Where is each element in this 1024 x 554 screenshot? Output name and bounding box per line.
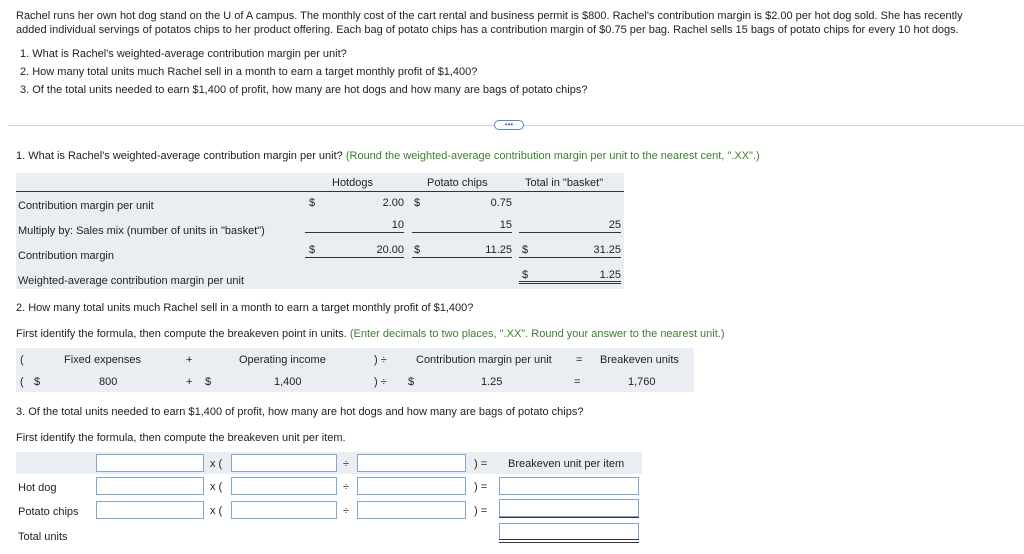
formula-term1-input[interactable] xyxy=(96,454,204,472)
wa-dollar: $ xyxy=(522,269,529,281)
value-fixed-expenses: 800 xyxy=(99,376,118,388)
part2-hint: (Enter decimals to two places, ".XX". Round your answer to the nearest unit.) xyxy=(349,328,725,340)
row-weighted-average-label: Weighted-average contribution margin per unit xyxy=(18,275,245,287)
part3-instruction: First identify the formula, then compute the breakeven unit per item. xyxy=(16,432,346,444)
value-op-dollar: $ xyxy=(205,376,212,388)
col-header-potato-chips: Potato chips xyxy=(427,177,488,189)
formula-term2-input[interactable] xyxy=(231,454,337,472)
chips-term1-input[interactable] xyxy=(96,501,204,519)
question-list-3: 3. Of the total units needed to earn $1,400 of profit, how many are hot dogs and how many are bags of potato chips? xyxy=(20,84,588,96)
value-fixed-dollar: $ xyxy=(34,376,41,388)
hotdog-term3-input[interactable] xyxy=(357,477,466,495)
hotdog-term1-input[interactable] xyxy=(96,477,204,495)
breakeven-unit-per-item-header: Breakeven unit per item xyxy=(508,458,625,470)
part3-question: 3. Of the total units needed to earn $1,400 of profit, how many are hot dogs and how many are bags of potato chips? xyxy=(16,406,584,418)
hotdog-divide: ÷ xyxy=(343,481,350,493)
chips-times: x ( xyxy=(210,505,223,517)
question-list-1: 1. What is Rachel's weighted-average contribution margin per unit? xyxy=(20,48,347,60)
value-cm-dollar: $ xyxy=(408,376,415,388)
value-plus: + xyxy=(186,376,193,388)
part1-question-text: 1. What is Rachel's weighted-average contribution margin per unit? xyxy=(16,150,343,162)
part1-question xyxy=(16,150,760,162)
formula-fixed-expenses: Fixed expenses xyxy=(64,354,142,366)
part2-instruction: First identify the formula, then compute the breakeven point in units. xyxy=(16,328,347,340)
chips-divide: ÷ xyxy=(343,505,350,517)
chips-result-input[interactable] xyxy=(499,499,639,517)
wa-value: 1.25 xyxy=(599,269,621,281)
hotdog-term2-input[interactable] xyxy=(231,477,337,495)
cmt-hotdog-dollar: $ xyxy=(309,244,316,256)
formula-close-equals: ) = xyxy=(474,458,488,470)
cmt-total-value: 31.25 xyxy=(593,244,621,256)
intro-line-1: Rachel runs her own hot dog stand on the U of A campus. The monthly cost of the cart rental and business permit is $800. Rachel's contribution margin is $2.00 per hot dog sold. She has recently xyxy=(16,10,963,22)
col-header-total-basket: Total in "basket" xyxy=(525,177,604,189)
cmt-hotdog-value: 20.00 xyxy=(376,244,404,256)
cmt-total-dollar: $ xyxy=(522,244,529,256)
chips-term2-input[interactable] xyxy=(231,501,337,519)
cmt-chips-dollar: $ xyxy=(414,244,421,256)
formula-divide: ÷ xyxy=(343,458,350,470)
formula-plus: + xyxy=(186,354,193,366)
formula-breakeven-units: Breakeven units xyxy=(600,354,679,366)
row-label-hot-dog: Hot dog xyxy=(18,482,57,494)
formula-contribution-margin: Contribution margin per unit xyxy=(416,354,552,366)
row-sales-mix-label: Multiply by: Sales mix (number of units in "basket") xyxy=(18,225,265,237)
formula-close-divide: ) ÷ xyxy=(374,354,387,366)
cm-hotdog-dollar: $ xyxy=(309,197,316,209)
formula-equals: = xyxy=(576,354,583,366)
formula-open-paren: ( xyxy=(20,354,24,366)
cm-hotdog-value: 2.00 xyxy=(382,197,404,209)
mix-chips-value: 15 xyxy=(412,219,512,233)
total-units-result-input[interactable] xyxy=(499,523,639,540)
value-contribution-margin: 1.25 xyxy=(481,376,503,388)
formula-operating-income: Operating income xyxy=(239,354,326,366)
value-close-divide: ) ÷ xyxy=(374,376,387,388)
chips-close-equals: ) = xyxy=(474,505,488,517)
row-label-total-units: Total units xyxy=(18,531,68,543)
row-cm-per-unit-label: Contribution margin per unit xyxy=(18,200,154,212)
mix-hotdog-value: 10 xyxy=(305,219,404,233)
more-button[interactable]: ••• xyxy=(494,120,524,130)
cmt-chips-value: 11.25 xyxy=(485,244,512,256)
cm-chips-value: 0.75 xyxy=(490,197,512,209)
value-operating-income: 1,400 xyxy=(274,376,302,388)
cm-chips-dollar: $ xyxy=(414,197,421,209)
chips-term3-input[interactable] xyxy=(357,501,466,519)
part2-question: 2. How many total units much Rachel sell in a month to earn a target monthly profit of $1,400? xyxy=(16,302,474,314)
question-list-2: 2. How many total units much Rachel sell in a month to earn a target monthly profit of $1,400? xyxy=(20,66,478,78)
part1-hint: (Round the weighted-average contribution margin per unit to the nearest cent, ".XX".) xyxy=(345,150,760,162)
header-underline xyxy=(16,191,624,192)
value-breakeven-units: 1,760 xyxy=(628,376,656,388)
formula-times: x ( xyxy=(210,458,223,470)
row-contribution-margin-label: Contribution margin xyxy=(18,250,114,262)
total-units-double-underline xyxy=(499,539,639,543)
row-label-potato-chips: Potato chips xyxy=(18,506,79,518)
col-header-hotdogs: Hotdogs xyxy=(332,177,373,189)
hotdog-times: x ( xyxy=(210,481,223,493)
value-equals: = xyxy=(574,376,581,388)
part2-instruction-line xyxy=(16,328,725,340)
hotdog-result-input[interactable] xyxy=(499,477,639,495)
value-open-paren: ( xyxy=(20,376,24,388)
chips-result-underline xyxy=(499,517,639,518)
mix-total-value: 25 xyxy=(519,219,621,233)
hotdog-close-equals: ) = xyxy=(474,481,488,493)
formula-term3-input[interactable] xyxy=(357,454,466,472)
intro-line-2: added individual servings of potatos chips to her product offering. Each bag of potato chips has a contribution margin of $0.75 per bag. Rachel sells 15 bags of potato chips for every 10 hot dogs. xyxy=(16,24,959,36)
